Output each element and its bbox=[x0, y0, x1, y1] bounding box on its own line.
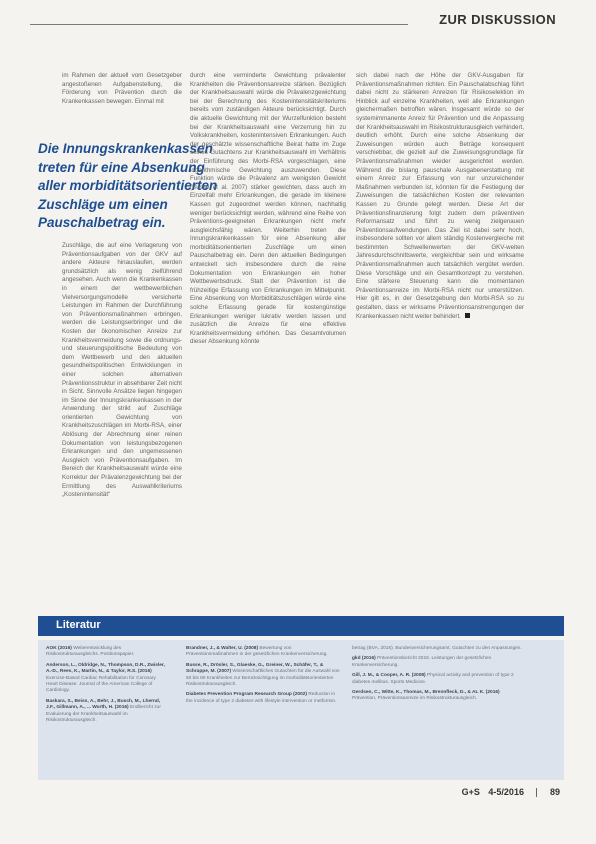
footer-issue: 4-5/2016 bbox=[488, 787, 524, 797]
literature-entry bbox=[46, 646, 166, 659]
literature-entry-head: Baskara, S., Beiss, A., Behr, J., Busch, M., Lhernd, J.F., Gillmann, A., ... Wurth, H. (2016) bbox=[46, 698, 161, 711]
body-paragraph: Zuschläge, die auf eine Verlagerung von Präventionsaufgaben von der GKV auf andere Akteure hinauslaufen, werden grundsätzlich als wenig zielführend angesehen. Auch wenn die Krankenkassen in einem der wettbewerblichen Vielversorgungsmodelle versicherte Leistungen im Rahmen der Durchführung von Präventionsmaßnahmen erbringen, werden die Leistungserbringer und die Kosten der ökonomischen Anreize zur Krankheitsvermeidung sowie die ordnungs- und steuerungspolitische Bedeutung von dem Wettbewerb und den aktuellen gesundheitspolitischen Entwicklungen in einer solchen alternativen Präventionsstruktur in absehbarer Zeit nicht in Sicht. Sinnvolle Ansätze liegen hingegen im Sinne der Innungskrankenkassen in der Anwendung der strikt auf Zuschläge orientierten Gewichtung von Krankheitszuschlägen im Morbi-RSA, einer Ablösung der Abrechnung einer reinen Dokumentation von leistungsbezogenen Erkrankungen und den ungemessenen Ausgleich von Präventionsaufgaben. Im Bereich der Krankheitsauswahl würde eine Korrektur der Prävalenzgewichtung bei der Ermittlung des Auswahlkriteriums „Kostenintensität“ bbox=[62, 242, 182, 499]
literature-entry-text: Endbericht zur Evaluierung der Krankheitsauswahl im Risikostrukturausgleich. bbox=[46, 705, 161, 724]
literature-entry-head: gkd (2016) bbox=[352, 656, 376, 662]
footer-separator bbox=[536, 788, 537, 797]
literature-entry-text: Reduction in the incidence of type 2 diabetes with lifestyle intervention or metformin. bbox=[186, 692, 337, 704]
literature-entry bbox=[186, 646, 342, 659]
literature-entry-head: Gerdsen, C., Witte, K., Thomas, M., Brennfleck, D., & AL K. (2016) bbox=[352, 690, 500, 696]
literature-entry bbox=[352, 646, 524, 652]
literature-entry-head: AOK (2016) bbox=[46, 646, 72, 651]
body-column-3 bbox=[356, 72, 524, 321]
literature-entry bbox=[46, 663, 166, 695]
literature-entry-head: Anderson, L., Oldridge, N., Thompson, D.R., Zwisler, A.-D., Rees, K., Martin, N., & Taylor, R.S. (2016) bbox=[46, 662, 165, 675]
literature-entry bbox=[186, 663, 342, 689]
journal-name: G+S bbox=[461, 787, 480, 797]
literature-entry-head: Brandner, J., & Walter, U. (2008) bbox=[186, 646, 259, 651]
literature-column-1 bbox=[46, 646, 166, 728]
section-title: ZUR DISKUSSION bbox=[439, 12, 556, 27]
body-column-2 bbox=[190, 72, 346, 347]
literature-entry bbox=[352, 656, 524, 669]
literature-entry-head: Diabetes Prevention Program Research Group (2002) bbox=[186, 692, 308, 698]
page-footer bbox=[462, 787, 560, 797]
literature-entry bbox=[186, 692, 342, 705]
literature-entry-text: betrag (BVA, 2016). Bundesversicherungsamt, Gutachten zu den Anpassungen. bbox=[352, 646, 522, 651]
literature-entry bbox=[46, 699, 166, 725]
body-column-1-top bbox=[62, 72, 182, 106]
pull-quote-line: Die Innungskrankenkassen bbox=[38, 141, 213, 156]
body-paragraph bbox=[356, 72, 524, 321]
literature-column-3 bbox=[352, 646, 524, 707]
pull-quote-line: Pauschalbetrag ein. bbox=[38, 215, 166, 230]
body-column-1-bottom bbox=[62, 242, 182, 500]
literature-entry-text: Wissenschaftliches Gutachten für die Auswahl von 50 bis 80 Krankheiten zur Berücksichtigung im morbiditätsorientierten Risikostrukturausgleich. bbox=[186, 669, 340, 688]
page-number: 89 bbox=[549, 787, 560, 797]
literature-entry-head: Busse, R., Drösler, S., Glaeske, G., Greiner, W., Schäfer, T., & Schrappe, M. (2007) bbox=[186, 662, 324, 675]
literature-entry-text: Exercise-Based Cardiac Rehabilitation for Coronary Heart Disease. Journal of the American College of Cardiology. bbox=[46, 675, 156, 694]
literature-header-bar bbox=[38, 616, 564, 636]
literature-entry-text: Bewertung von Präventionsmaßnahmen in der gesetzlichen Krankenversicherung. bbox=[186, 646, 328, 658]
body-paragraph: im Rahmen der aktuell vom Gesetzgeber angestoßenen Aufgabenstellung, die Förderung von Prävention durch die Krankenkassen bewegen. Einmal mit bbox=[62, 72, 182, 105]
body-paragraph: durch eine verminderte Gewichtung prävalenter Krankheiten die Präventionsanreize stärken. Bezüglich der Krankheitsauswahl würde die Prävalenzgewichtung bei der Berechnung des Kostenintensitätskriteriums bereits vom zuständigen Akteure berücksichtigt. Durch die aktuelle Gewichtung mit der Wurzelfunktion besteht bei der Krankheitsauswahl eine Verzerrung hin zu Volkskrankheiten, kostenintensiven Erkrankungen. Auch der geschätzte wissenschaftliche Beirat hatte im Zuge seines Gutachtens zur Krankheitsauswahl im Verhältnis der Einführung des Morbi-RSA vorgeschlagen, eine logarithmische Gewichtung auszuwenden. Diese Funktion würde die Prävalenz am wenigsten Gewicht (Busse et al. 2007) stärker gewichten, dass auch im Einzelfall mehr Erkrankungen, die gerade im kleinere Kassen gut zugeordnet werden können, nachhaltig weniger berücksichtigt werden, während eine Reihe von Präventions-geeigneten Erkrankungen nicht mehr ausgleichsfähig wären. Weiterhin treten die Innungskrankenkassen für eine Absenkung aller morbiditätsorientierten Zuschläge um einen Pauschalbetrag ein. Denn den aktuellen Bedingungen entwickelt sich insbesondere durch die reine Dokumentation von Erkrankungen ein hoher Wettbewerbsdruck. Statt der Prävention ist die frühzeitige Erfassung von Erkrankungen im Mittelpunkt. Eine Absenkung von Morbiditätszuschlägen würde eine solche Erfassung gerade für kostengünstige Erkrankungen weniger lukrativ werden lassen und zusätzlich die Anreize für eine effektive Krankheitsvermeidung erhöhen. Das Gesamtvolumen dieser Absenkung könnte bbox=[190, 72, 346, 346]
literature-entry bbox=[352, 673, 524, 686]
end-of-article-mark bbox=[465, 313, 470, 318]
header-rule bbox=[30, 24, 408, 25]
literature-entry-text: Physical activity and prevention of type 2 diabetes mellitus. Sports Medicine. bbox=[352, 673, 514, 685]
literature-title: Literatur bbox=[56, 619, 101, 631]
pull-quote-line: treten für eine Absenkung bbox=[38, 159, 205, 175]
literature-entry-text: Prävention, Präventionsanreize im Risikostrukturausgleich. bbox=[352, 696, 478, 702]
pull-quote-line: aller morbiditätsorientierten bbox=[38, 178, 218, 193]
literature-column-2 bbox=[186, 646, 342, 709]
literature-entry-text: Präventionsbericht 2016. Leistungen der gesetzlichen Krankenversicherung. bbox=[352, 656, 492, 668]
literature-entry-text: Weiterentwicklung des Risikostrukturausgleichs. Positionspapier. bbox=[46, 646, 135, 658]
literature-entry-head: Gill, J. M., & Cooper, A. R. (2008) bbox=[352, 673, 426, 679]
pull-quote-line: Zuschläge um einen bbox=[38, 196, 168, 212]
body-text: sich dabei nach der Höhe der GKV-Ausgaben für Präventionsmaßnahmen richten. Ein Pauschalabschlag führt dabei nicht zu stärkeren Anreizen für Risikoselektion im Hinblick auf einzelne Krankheiten, weil alle Erkrankungen gleichermaßen betroffen wären. Insgesamt würde so der systemimmanente Anreiz für Prävention und die Anpassung der Krankheitsauswahl im Risikostrukturausgleich verhindert, deutlich erhöht. Durch eine solche Absenkung der Zuweisungen würden auch Beträge konsequent verschiebbar, die gezielt auf die Zuweisungsgrundlage für Präventionsmaßnahmen wieder ausgerichtet werden. Während die bislang pauschale Ausgabenerstattung mit einem Anreiz zur Erfassung von nur unzureichender Maßnahmen verbunden ist, könnten für die Festlegung der Zuweisungen die tatsächlichen Kosten der relevanten Kassen zu Grunde gelegt werden. Diese Art der Präventionsfinanzierung folgt zudem dem präventiven Reformansatz und führt zu wenig zielgenauen Präventionsaufwendungen. Das Ziel ist dabei sehr hoch, insbesondere sollten vor allem ständig Kostenvergleiche mit bestimmten Schwellenwerten der GKV-weiten Jahresdurchschnittswerte, vergleichbar sein und wirksame Präventionsmaßnahmen auch tatsächlich vergütet werden. Diese Vorschläge und ein Gesamtkonzept zu verstehen. Eine stärkere Steuerung kann die momentanen Präventionsanreize im Morbi-RSA nicht nur unterstützen. Hier gilt es, in der Gesetzgebung den Morbi-RSA so zu gestalten, dass er wirksame Präventionsanstrengungen der Krankenkassen nicht weiter behindert. bbox=[356, 72, 524, 320]
literature-entry bbox=[352, 690, 524, 703]
